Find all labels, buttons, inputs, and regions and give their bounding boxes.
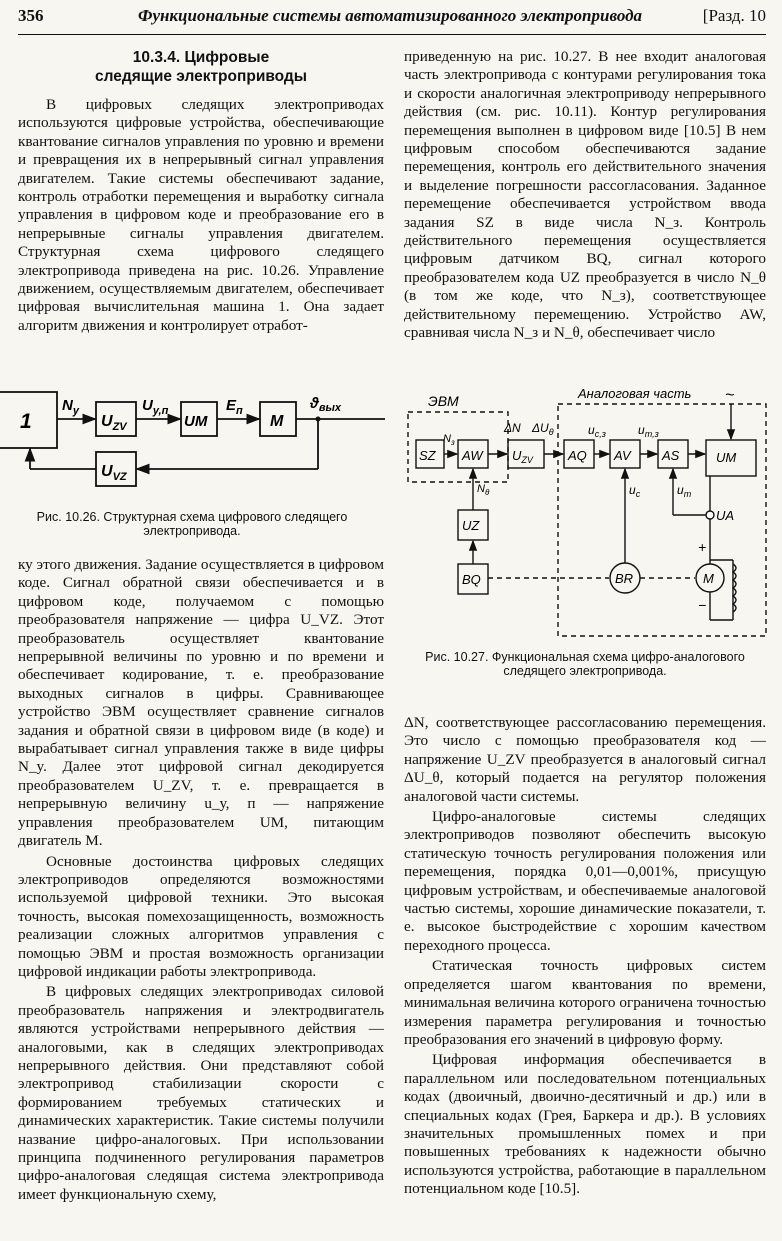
svg-text:UZV: [512, 448, 534, 465]
analog-boundary: [558, 404, 766, 636]
paragraph: Цифро-аналоговые системы следящих электроприводов позволяют обеспечить высокую статическую точность регулирования положения или перемещения, порядка 0,01—0,001%, присущую цифровым устройствам, и обеспечиваемые аналоговой частью системы, хорошие динамические показатели, т. е. высокое быстродействие с хорошим качеством переходного процесса.: [404, 808, 766, 954]
svg-text:Ny: [62, 397, 80, 417]
figure-10-27: [398, 384, 774, 646]
figure-10-26: [0, 384, 392, 508]
section-heading-line1: 10.3.4. Цифровые: [132, 49, 270, 66]
bq-label: BQ: [462, 572, 481, 587]
ntheta-label: N: [477, 483, 485, 495]
paragraph: Цифровая информация обеспечивается в параллельном или последовательном потенциальных кодах (двоичный, двоично-десятичный и др.) или в специальных кодах (Грея, Баркера и др.). В условиях значительных промышленных помех и при повышенных требованиях к надежности обычно используются устройства, работающие в параллельном потенциальном коде [10.5].: [404, 1051, 766, 1198]
dn-label: ΔN: [504, 421, 521, 435]
av-label: AV: [614, 448, 631, 463]
svg-text:Nз: [443, 433, 455, 447]
ny-label: N: [62, 397, 73, 414]
paragraph: Основные достоинства цифровых следящих электроприводов определяются возможностями используемой цифровой техники. Это высокая точность, высокая помехозащищенность, возможность реализации сложных алгоритмов управления с помощью ЭВМ и простая возможность организации цифровой индикации работы электропривода.: [18, 852, 384, 980]
figure-10-27-caption: Рис. 10.27. Функциональная схема цифро-аналогового следящего электропривода.: [425, 650, 745, 678]
uyp-label: U: [142, 397, 153, 414]
left-column-bottom: [18, 556, 384, 1204]
svg-text:ΔUθ: [531, 421, 554, 437]
utz-label: u: [638, 423, 645, 437]
ua-sensor: [706, 511, 714, 519]
uzv-label: U: [101, 413, 113, 430]
svg-text:uт,з: [638, 423, 659, 439]
motor27-label: M: [703, 571, 714, 586]
left-column-top: [18, 48, 384, 335]
uyp-sub: y,п: [152, 405, 169, 417]
du-sub: θ: [548, 427, 554, 437]
out-label: ϑ: [310, 395, 319, 412]
uc-sub: с: [635, 489, 641, 499]
ny-sub: y: [72, 405, 79, 417]
svg-text:uс: [629, 483, 641, 499]
minus-sign: −: [698, 597, 707, 613]
uvz-label: U: [101, 463, 113, 480]
ut-sub: т: [683, 489, 692, 499]
ep-sub: п: [236, 405, 243, 417]
svg-text:Eп: [226, 397, 243, 417]
section-heading: [18, 48, 384, 86]
evm-label: ЭВМ: [428, 393, 459, 409]
svg-text:Nθ: [477, 483, 490, 497]
utz-sub: т,з: [644, 429, 659, 439]
running-header: [18, 6, 766, 35]
ucz-sub: с,з: [594, 429, 606, 439]
uvz-sub: VZ: [112, 471, 127, 483]
paragraph: ку этого движения. Задание осуществляется в цифровом коде. Сигнал обратной связи обеспечивается и в цифровом коде, получаемом с помощью преобразователя напряжение — цифра U_VZ. Этот преобразователь осуществляет квантование непрерывной величины по уровню и по времени и обеспечивает кодирование, т. е. преобразование выходных сигналов в цифры. Сравнивающее устройство ЭВМ осуществляет сравнение сигналов задания и обратной связи в цифровом виде (в коде) и вырабатывает сигнал управления также в виде цифры N_y. Далее этот цифровой сигнал декодируется преобразователем U_ZV, т. е. превращается в непрерывную величину u_у, п — напряжение управления преобразователем UM, питающим двигатель M.: [18, 556, 385, 850]
svg-text:Uy,п: [142, 397, 169, 417]
uzv27-sub: ZV: [521, 455, 533, 465]
uzv-sub: ZV: [112, 421, 127, 433]
paragraph: ΔN, соответствующее рассогласованию перемещения. Это число с помощью преобразователя код — напряжение U_ZV преобразуется в аналоговый сигнал ΔU_θ, который подается на регулятор положения аналоговой части системы.: [404, 714, 766, 805]
right-column-bottom: [404, 714, 766, 1199]
uc-label: u: [629, 483, 636, 497]
ntheta-sub: θ: [484, 488, 490, 497]
section-marker: [Разд. 10: [702, 6, 766, 25]
aq-label: AQ: [568, 448, 587, 463]
um27-label: UM: [716, 450, 737, 465]
um-label: UM: [184, 413, 208, 430]
out-sub: вых: [318, 402, 342, 414]
figure-10-26-caption: Рис. 10.26. Структурная схема цифрового следящего электропривода.: [36, 510, 348, 538]
aw-label: AW: [462, 448, 483, 463]
right-column-top: [404, 48, 766, 343]
page-number: 356: [18, 6, 44, 25]
ut-label: u: [677, 483, 684, 497]
paragraph: приведенную на рис. 10.27. В нее входит аналоговая часть электропривода с контурами регулирования тока и скорости аналогичная электроприводу непрерывного действия (см. рис. 10.11). Контур регулирования перемещения выполнен в цифровом виде [10.5] В нем цифровым способом обеспечиваются задание перемещения, контроль его действительного значения и выделение погрешности рассогласования. Заданное перемещение обеспечивается устройством ввода задания SZ в виде числа N_з. Контроль действительного перемещения осуществляется цифровым датчиком BQ, сигнал которого преобразователем кода UZ преобразуется в число N_θ (в том же коде, что N_з), соответствующее действительному перемещению. Устройство AW, сравнивая числа N_з и N_θ, обеспечивает число: [404, 48, 766, 342]
uz-label: UZ: [462, 518, 480, 533]
n3-sub: з: [450, 438, 455, 447]
running-title: Функциональные системы автоматизированного электропривода: [138, 6, 643, 25]
computer-label: 1: [20, 410, 32, 433]
n3-label: N: [443, 433, 451, 445]
ucz-label: u: [588, 423, 595, 437]
ua-label: UA: [716, 508, 735, 523]
svg-text:uс,з: [588, 423, 606, 439]
section-heading-line2: следящие электроприводы: [94, 68, 308, 85]
paragraph: В цифровых следящих электроприводах используются цифровые устройства, обеспечивающие квантование сигналов управления по уровню и времени и превращения их в непрерывный сигнал управления двигателем. Такие системы обеспечивают задание, контроль отработки перемещения и выработку сигнала управления в цифровом коде и преобразование его в непрерывные сигналы управления двигателем. Структурная схема цифрового следящего электропривода приведена на рис. 10.26. Управление движением, осуществляемым двигателем, обеспечивает цифровая вычислительная машина 1. Она задает алгоритм движения и контролирует отработ-: [18, 96, 384, 334]
du-label: ΔU: [532, 421, 549, 435]
ac-supply-symbol: ~: [725, 387, 735, 404]
paragraph: Статическая точность цифровых систем определяется шагом квантования по времени, минимальная величина которого ограничена точностью измерения параметра регулирования и точностью преобразования его значений в цифровую форму.: [404, 957, 766, 1048]
as-label: AS: [662, 448, 680, 463]
ep-label: E: [226, 397, 237, 414]
analog-label: Аналоговая часть: [578, 386, 692, 401]
br-label: BR: [615, 571, 634, 586]
motor-label: M: [270, 413, 284, 430]
svg-text:uт: [677, 483, 692, 499]
uzv27-label: U: [512, 448, 522, 463]
svg-text:UZV: [101, 413, 128, 433]
sz-label: SZ: [419, 448, 436, 463]
svg-text:ϑвых: [309, 395, 342, 414]
paragraph: В цифровых следящих электроприводах силовой преобразователь напряжения и электродвигатель являются устройствами непрерывного действия — аналоговыми, как в следящих электроприводах непрерывного действия. Они представляют собой электропривод стабилизации скорости с формированием требуемых статических и динамических характеристик. Такие системы получили название цифро-аналоговых. При использовании принципа подчиненного регулирования параметров цифро-аналоговая следящая система электропривода имеет функциональную схему,: [18, 983, 384, 1203]
svg-text:UVZ: [101, 463, 128, 483]
plus-sign: +: [698, 539, 707, 555]
